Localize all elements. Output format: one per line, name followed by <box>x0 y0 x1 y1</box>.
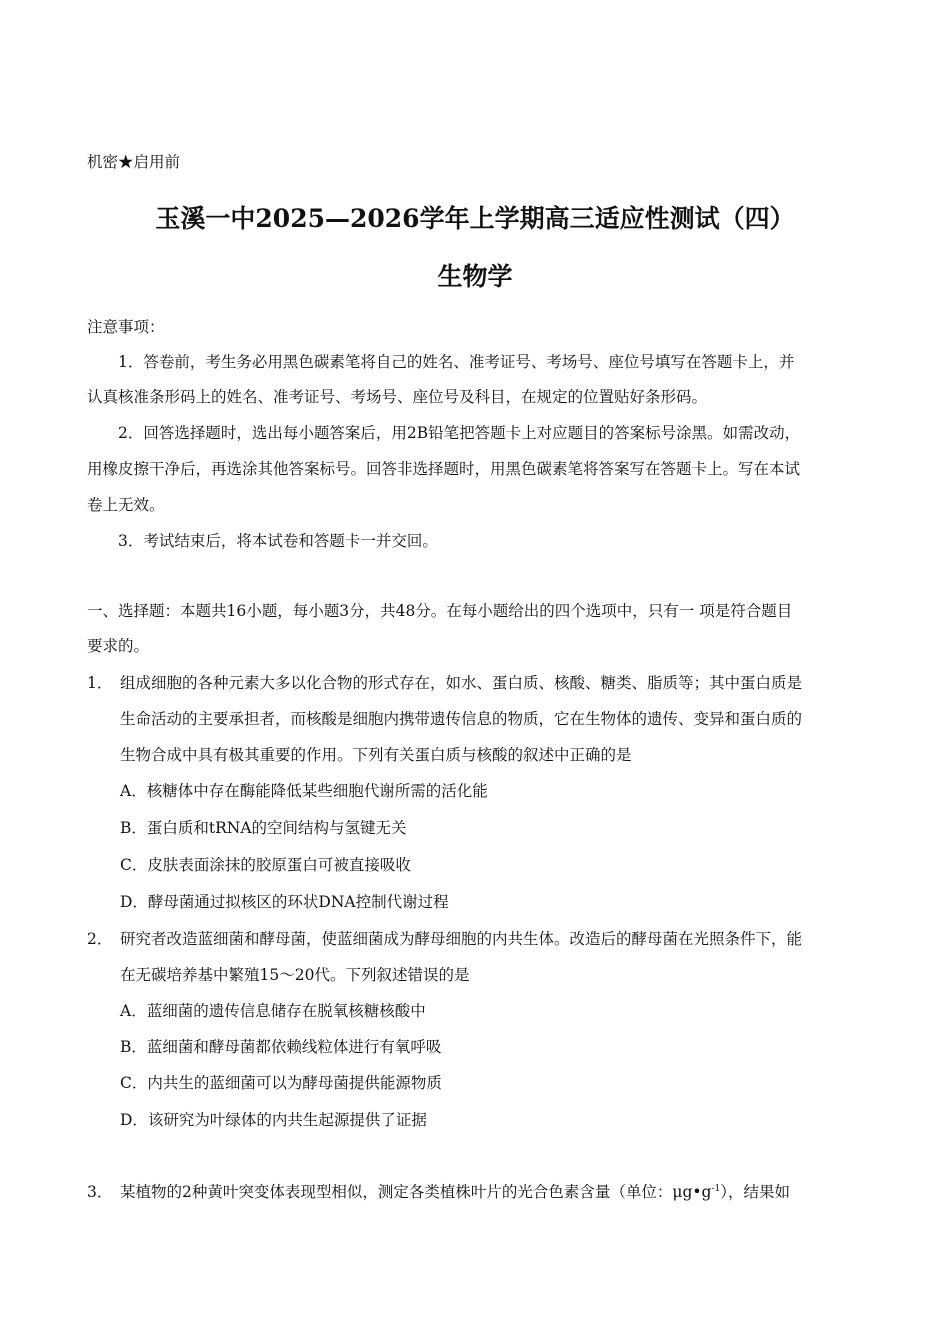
question-stem-line: 组成细胞的各种元素大多以化合物的形式存在，如水、蛋白质、核酸、糖类、脂质等；其中蛋白质是 <box>120 674 803 692</box>
option-a: A．蓝细菌的遗传信息储存在脱氧核糖核酸中 <box>120 1002 426 1020</box>
unit-exponent: -1 <box>711 1184 721 1194</box>
notice-item-2-line-1: 2．回答选择题时，选出每小题答案后，用2B铅笔把答题卡上对应题目的答案标号涂黑。如需改动， <box>118 424 801 442</box>
option-b: B．蓝细菌和酵母菌都依赖线粒体进行有氧呼吸 <box>120 1038 442 1056</box>
question-stem-line: 研究者改造蓝细菌和酵母菌，使蓝细菌成为酵母细胞的内共生体。改造后的酵母菌在光照条件下，能 <box>120 930 803 948</box>
confidential-label: 机密★启用前 <box>87 153 181 171</box>
question-number: 1． <box>87 674 113 692</box>
option-c: C．皮肤表面涂抹的胶原蛋白可被直接吸收 <box>120 856 411 874</box>
notice-item-1-line-2: 认真核准条形码上的姓名、准考证号、考场号、座位号及科目，在规定的位置贴好条形码。 <box>87 388 708 406</box>
stem-text: 某植物的2种黄叶突变体表现型相似，测定各类植株叶片的光合色素含量（单位：μg•g <box>120 1183 712 1201</box>
option-d: D．酵母菌通过拟核区的环状DNA控制代谢过程 <box>120 893 449 911</box>
question-number: 2． <box>87 930 113 948</box>
notice-heading: 注意事项： <box>87 318 165 336</box>
notice-item-2-line-3: 卷上无效。 <box>87 496 165 514</box>
question-stem-line <box>120 1182 790 1202</box>
notice-item-2-line-2: 用橡皮擦干净后，再选涂其他答案标号。回答非选择题时，用黑色碳素笔将答案写在答题卡上。写在本试 <box>87 460 801 478</box>
section-1-heading-line-1: 一、选择题：本题共16小题，每小题3分，共48分。在每小题给出的四个选项中，只有一 项是符合题目 <box>87 602 793 620</box>
question-stem-line: 生命活动的主要承担者，而核酸是细胞内携带遗传信息的物质，它在生物体的遗传、变异和蛋白质的 <box>120 710 803 728</box>
notice-item-3: 3．考试结束后，将本试卷和答题卡一并交回。 <box>118 532 438 550</box>
option-d: D．该研究为叶绿体的内共生起源提供了证据 <box>120 1111 427 1129</box>
question-stem-line: 生物合成中具有极其重要的作用。下列有关蛋白质与核酸的叙述中正确的是 <box>120 746 632 764</box>
option-a: A．核糖体中存在酶能降低某些细胞代谢所需的活化能 <box>120 782 488 800</box>
section-1-heading-line-2: 要求的。 <box>87 637 150 655</box>
stem-text: ），结果如 <box>720 1183 790 1201</box>
exam-title: 玉溪一中2025—2026学年上学期高三适应性测试（四） <box>155 204 795 233</box>
question-stem-line: 在无碳培养基中繁殖15～20代。下列叙述错误的是 <box>120 966 470 984</box>
option-b: B．蛋白质和tRNA的空间结构与氢键无关 <box>120 819 407 837</box>
notice-item-1-line-1: 1．答卷前，考生务必用黑色碳素笔将自己的姓名、准考证号、考场号、座位号填写在答题卡上，并 <box>118 353 795 371</box>
question-number: 3． <box>87 1183 113 1201</box>
option-c: C．内共生的蓝细菌可以为酵母菌提供能源物质 <box>120 1074 442 1092</box>
subject-title: 生物学 <box>437 262 513 291</box>
